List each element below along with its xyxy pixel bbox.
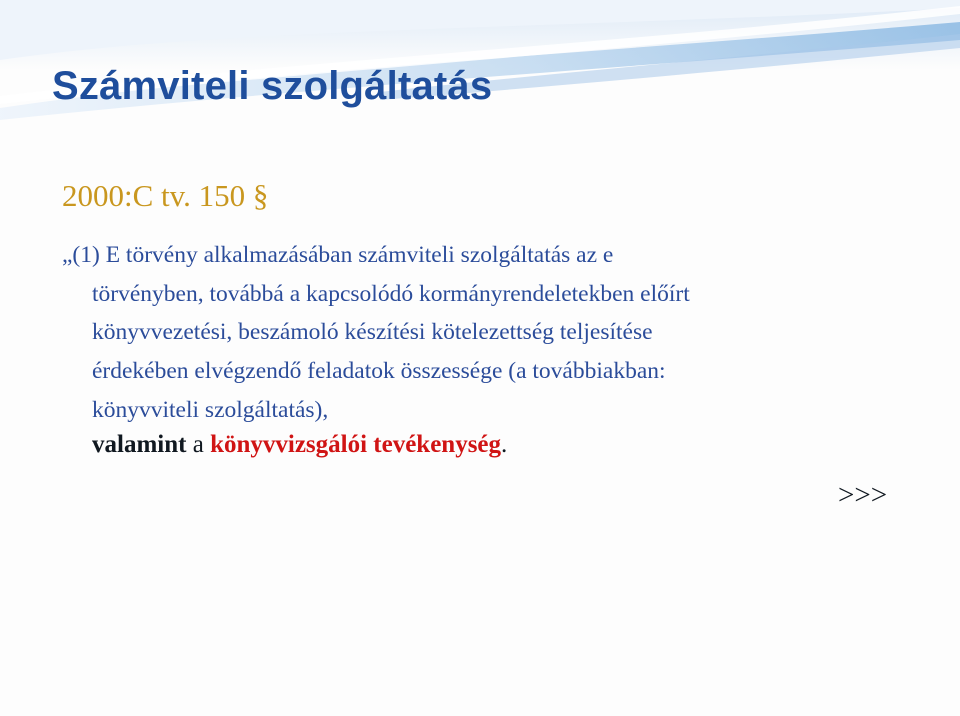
slide-title: Számviteli szolgáltatás bbox=[52, 64, 493, 108]
conclusion-bold-word: valamint bbox=[92, 431, 187, 458]
paragraph-line: törvényben, továbbá a kapcsolódó kormányrendeletekben előírt bbox=[92, 280, 690, 307]
law-reference: 2000:C tv. 150 § bbox=[62, 178, 269, 213]
paragraph-line: könyvviteli szolgáltatás), bbox=[92, 396, 329, 423]
conclusion-highlight-term: könyvvizsgálói tevékenység bbox=[210, 431, 502, 458]
paragraph-line: érdekében elvégzendő feladatok összessége (a továbbiakban: bbox=[92, 358, 666, 385]
conclusion-period: . bbox=[501, 431, 508, 458]
paragraph-conclusion bbox=[92, 428, 507, 462]
paragraph-line: „(1) E törvény alkalmazásában számviteli szolgáltatás az e bbox=[62, 242, 614, 268]
law-quote-paragraph bbox=[62, 236, 922, 430]
next-slide-link[interactable]: >>> bbox=[838, 479, 888, 511]
conclusion-connector: a bbox=[186, 431, 211, 458]
paragraph-line: könyvvezetési, beszámoló készítési kötelezettség teljesítése bbox=[92, 319, 653, 346]
